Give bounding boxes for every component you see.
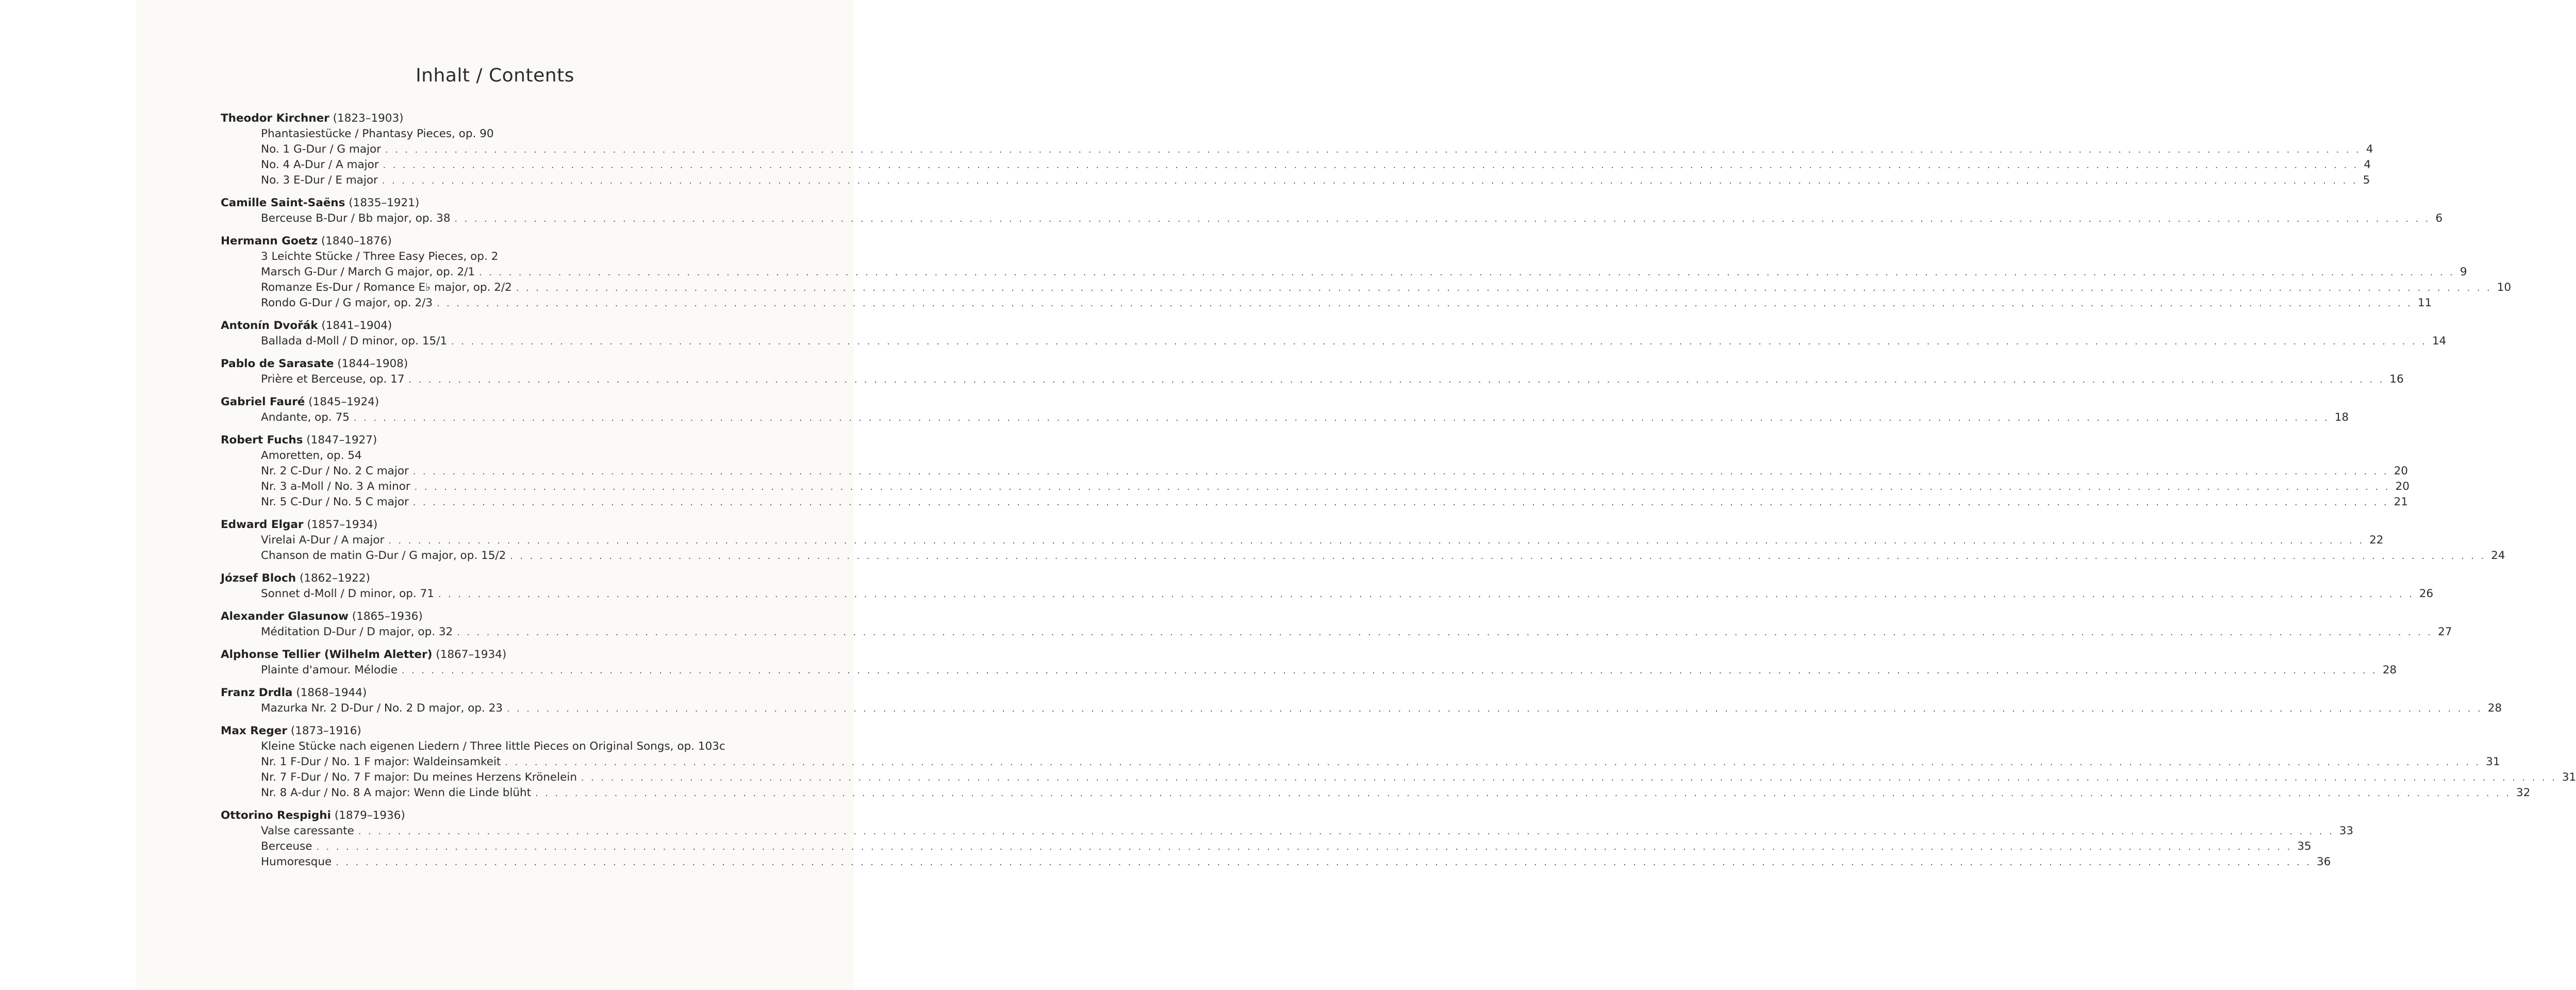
composer-name: Camille Saint-Saëns — [221, 196, 345, 209]
dot-leader: . . . . . . . . . . . . . . . . . . . . . . . . . . . . . . . . . . . . . . . . . . . . . . . . . . . . . . . . . . . . . . . . . . . . . . . . . . . . . . . . . . . . . . . . . . . . . . . . . . . . . . . . . . . . . . . . . . . . . . . . . . . . . . . . . . . . . . . . . . . . . . . . . . . . . . . . . . . . . . . . . . . . . . . . . . . . . . . . . . . . . . . . . . . . . . . . . . . . . . . . — [479, 268, 2455, 278]
dot-leader: . . . . . . . . . . . . . . . . . . . . . . . . . . . . . . . . . . . . . . . . . . . . . . . . . . . . . . . . . . . . . . . . . . . . . . . . . . . . . . . . . . . . . . . . . . . . . . . . . . . . . . . . . . . . . . . . . . . . . . . . . . . . . . . . . . . . . . . . . . . . . . . . . . . . . . . . . . . . . . . . . . . . . . . . . . . . . . . . . . . . . . . . . . . . . . . . . . . . . . . . — [385, 145, 2361, 155]
composer-name: Franz Drdla — [221, 686, 293, 699]
page-sheet — [136, 0, 2576, 990]
composer-section — [221, 433, 2410, 510]
composer-dates: (1879–1936) — [334, 809, 405, 822]
toc-entry — [261, 754, 2500, 770]
composer-dates: (1867–1934) — [436, 648, 507, 661]
page-number: 4 — [2364, 158, 2371, 171]
toc-entry — [261, 823, 2354, 839]
toc-entry — [261, 334, 2447, 349]
page-number: 11 — [2417, 296, 2432, 309]
composer-name: Pablo de Sarasate — [221, 357, 334, 370]
page-number: 24 — [2491, 549, 2505, 562]
composer-line — [221, 685, 895, 701]
page-number: 27 — [2438, 625, 2452, 638]
page-number: 4 — [2366, 143, 2373, 156]
toc-entry — [261, 839, 2311, 854]
composer-line — [221, 517, 895, 533]
composer-section — [221, 517, 2505, 564]
dot-leader: . . . . . . . . . . . . . . . . . . . . . . . . . . . . . . . . . . . . . . . . . . . . . . . . . . . . . . . . . . . . . . . . . . . . . . . . . . . . . . . . . . . . . . . . . . . . . . . . . . . . . . . . . . . . . . . . . . . . . . . . . . . . . . . . . . . . . . . . . . . . . . . . . . . . . . . . . . . . . . . . . . . . . . . . . . . . . . . . . . . . . . . . . . . . . . . . . . . . . . . . — [535, 788, 2512, 799]
composer-section — [221, 808, 2354, 870]
composer-dates: (1865–1936) — [352, 610, 423, 623]
composer-name: József Bloch — [221, 572, 296, 585]
composer-dates: (1847–1927) — [306, 434, 377, 447]
composer-dates: (1845–1924) — [308, 395, 379, 408]
page-number: 22 — [2369, 534, 2384, 547]
work-title: Mazurka Nr. 2 D-Dur / No. 2 D major, op. 23 — [261, 702, 503, 715]
composer-dates: (1840–1876) — [321, 235, 392, 248]
dot-leader: . . . . . . . . . . . . . . . . . . . . . . . . . . . . . . . . . . . . . . . . . . . . . . . . . . . . . . . . . . . . . . . . . . . . . . . . . . . . . . . . . . . . . . . . . . . . . . . . . . . . . . . . . . . . . . . . . . . . . . . . . . . . . . . . . . . . . . . . . . . . . . . . . . . . . . . . . . . . . . . . . . . . . . . . . . . . . . . . . . . . . . . . . . . . . . . . . . . . . . . . — [401, 666, 2377, 676]
toc-entry — [261, 464, 2408, 479]
composer-line — [221, 433, 895, 448]
toc-entry — [261, 586, 2434, 602]
composer-section — [221, 723, 2576, 801]
composer-name: Alphonse Tellier (Wilhelm Aletter) — [221, 648, 433, 661]
page-number: 32 — [2516, 786, 2531, 799]
work-title: No. 3 E-Dur / E major — [261, 174, 378, 187]
dot-leader: . . . . . . . . . . . . . . . . . . . . . . . . . . . . . . . . . . . . . . . . . . . . . . . . . . . . . . . . . . . . . . . . . . . . . . . . . . . . . . . . . . . . . . . . . . . . . . . . . . . . . . . . . . . . . . . . . . . . . . . . . . . . . . . . . . . . . . . . . . . . . . . . . . . . . . . . . . . . . . . . . . . . . . . . . . . . . . . . . . . . . . . . . . . . . . . . . . . . . . . . — [505, 757, 2481, 768]
composer-name: Robert Fuchs — [221, 434, 303, 447]
page-number: 28 — [2382, 664, 2397, 676]
page-number: 20 — [2395, 480, 2410, 493]
dot-leader: . . . . . . . . . . . . . . . . . . . . . . . . . . . . . . . . . . . . . . . . . . . . . . . . . . . . . . . . . . . . . . . . . . . . . . . . . . . . . . . . . . . . . . . . . . . . . . . . . . . . . . . . . . . . . . . . . . . . . . . . . . . . . . . . . . . . . . . . . . . . . . . . . . . . . . . . . . . . . . . . . . . . . . . . . . . . . . . . . . . . . . . . . . . . . . . . . . . . . . . . — [510, 551, 2486, 562]
composer-dates: (1862–1922) — [299, 572, 370, 585]
table-of-contents — [221, 111, 2576, 877]
page-number: 35 — [2297, 840, 2311, 853]
composer-section — [221, 234, 2512, 311]
dot-leader: . . . . . . . . . . . . . . . . . . . . . . . . . . . . . . . . . . . . . . . . . . . . . . . . . . . . . . . . . . . . . . . . . . . . . . . . . . . . . . . . . . . . . . . . . . . . . . . . . . . . . . . . . . . . . . . . . . . . . . . . . . . . . . . . . . . . . . . . . . . . . . . . . . . . . . . . . . . . . . . . . . . . . . . . . . . . . . . . . . . . . . . . . . . . . . . . . . . . . . . . — [388, 536, 2365, 546]
work-title: Berceuse B-Dur / Bb major, op. 38 — [261, 212, 451, 225]
collection-subheading: Kleine Stücke nach eigenen Liedern / Three little Pieces on Original Songs, op. 103c — [261, 740, 725, 753]
composer-section — [221, 571, 2434, 602]
page-number: 31 — [2562, 771, 2576, 784]
composer-section — [221, 609, 2452, 640]
composer-line — [221, 808, 895, 823]
work-title: Virelai A-Dur / A major — [261, 534, 385, 547]
work-title: Berceuse — [261, 840, 312, 853]
dot-leader: . . . . . . . . . . . . . . . . . . . . . . . . . . . . . . . . . . . . . . . . . . . . . . . . . . . . . . . . . . . . . . . . . . . . . . . . . . . . . . . . . . . . . . . . . . . . . . . . . . . . . . . . . . . . . . . . . . . . . . . . . . . . . . . . . . . . . . . . . . . . . . . . . . . . . . . . . . . . . . . . . . . . . . . . . . . . . . . . . . . . . . . . . . . . . . . . . . . . . . . . — [412, 467, 2389, 477]
page-number: 31 — [2486, 755, 2500, 768]
toc-entry — [261, 211, 2443, 226]
toc-entry — [261, 372, 2404, 387]
work-title: No. 1 G-Dur / G major — [261, 143, 381, 156]
page-number: 18 — [2334, 411, 2349, 424]
dot-leader: . . . . . . . . . . . . . . . . . . . . . . . . . . . . . . . . . . . . . . . . . . . . . . . . . . . . . . . . . . . . . . . . . . . . . . . . . . . . . . . . . . . . . . . . . . . . . . . . . . . . . . . . . . . . . . . . . . . . . . . . . . . . . . . . . . . . . . . . . . . . . . . . . . . . . . . . . . . . . . . . . . . . . . . . . . . . . . . . . . . . . . . . . . . . . . . . . . . . . . . . — [437, 299, 2413, 309]
composer-section — [221, 394, 2349, 425]
composer-dates: (1873–1916) — [290, 724, 361, 737]
page-number: 6 — [2435, 212, 2443, 225]
collection-subheading: Amoretten, op. 54 — [261, 449, 362, 462]
dot-leader: . . . . . . . . . . . . . . . . . . . . . . . . . . . . . . . . . . . . . . . . . . . . . . . . . . . . . . . . . . . . . . . . . . . . . . . . . . . . . . . . . . . . . . . . . . . . . . . . . . . . . . . . . . . . . . . . . . . . . . . . . . . . . . . . . . . . . . . . . . . . . . . . . . . . . . . . . . . . . . . . . . . . . . . . . . . . . . . . . . . . . . . . . . . . . . . . . . . . . . . . — [438, 589, 2414, 600]
work-title: Ballada d-Moll / D minor, op. 15/1 — [261, 335, 448, 348]
page-number: 26 — [2419, 587, 2434, 600]
composer-name: Alexander Glasunow — [221, 610, 349, 623]
composer-line — [221, 195, 895, 211]
composer-dates: (1868–1944) — [296, 686, 367, 699]
composer-line — [221, 111, 895, 126]
work-title: Nr. 8 A-dur / No. 8 A major: Wenn die Linde blüht — [261, 786, 532, 799]
composer-section — [221, 685, 2502, 716]
composer-line — [221, 318, 895, 334]
composer-line — [221, 609, 895, 624]
work-title: Rondo G-Dur / G major, op. 2/3 — [261, 296, 433, 309]
toc-entry — [261, 295, 2432, 311]
page-number: 10 — [2497, 281, 2512, 294]
composer-name: Ottorino Respighi — [221, 809, 331, 822]
page-number: 16 — [2389, 373, 2404, 386]
toc-entry — [261, 410, 2349, 425]
toc-entry — [261, 701, 2502, 716]
toc-entry — [261, 494, 2408, 510]
work-title: No. 4 A-Dur / A major — [261, 158, 379, 171]
work-title: Nr. 7 F-Dur / No. 7 F major: Du meines Herzens Krönelein — [261, 771, 577, 784]
composer-dates: (1835–1921) — [349, 196, 420, 209]
composer-name: Hermann Goetz — [221, 235, 318, 248]
dot-leader: . . . . . . . . . . . . . . . . . . . . . . . . . . . . . . . . . . . . . . . . . . . . . . . . . . . . . . . . . . . . . . . . . . . . . . . . . . . . . . . . . . . . . . . . . . . . . . . . . . . . . . . . . . . . . . . . . . . . . . . . . . . . . . . . . . . . . . . . . . . . . . . . . . . . . . . . . . . . . . . . . . . . . . . . . . . . . . . . . . . . . . . . . . . . . . . . . . . . . . . . — [457, 628, 2433, 638]
dot-leader: . . . . . . . . . . . . . . . . . . . . . . . . . . . . . . . . . . . . . . . . . . . . . . . . . . . . . . . . . . . . . . . . . . . . . . . . . . . . . . . . . . . . . . . . . . . . . . . . . . . . . . . . . . . . . . . . . . . . . . . . . . . . . . . . . . . . . . . . . . . . . . . . . . . . . . . . . . . . . . . . . . . . . . . . . . . . . . . . . . . . . . . . . . . . . . . . . . . . . . . . — [414, 482, 2390, 492]
work-title: Sonnet d-Moll / D minor, op. 71 — [261, 587, 434, 600]
toc-entry — [261, 624, 2452, 640]
work-title: Nr. 2 C-Dur / No. 2 C major — [261, 465, 409, 477]
toc-entry — [261, 854, 2331, 870]
page-number: 36 — [2317, 855, 2331, 868]
toc-entry — [261, 280, 2512, 295]
toc-entry — [261, 663, 2397, 678]
dot-leader: . . . . . . . . . . . . . . . . . . . . . . . . . . . . . . . . . . . . . . . . . . . . . . . . . . . . . . . . . . . . . . . . . . . . . . . . . . . . . . . . . . . . . . . . . . . . . . . . . . . . . . . . . . . . . . . . . . . . . . . . . . . . . . . . . . . . . . . . . . . . . . . . . . . . . . . . . . . . . . . . . . . . . . . . . . . . . . . . . . . . . . . . . . . . . . . . . . . . . . . . — [506, 704, 2483, 714]
composer-line — [221, 571, 895, 586]
dot-leader: . . . . . . . . . . . . . . . . . . . . . . . . . . . . . . . . . . . . . . . . . . . . . . . . . . . . . . . . . . . . . . . . . . . . . . . . . . . . . . . . . . . . . . . . . . . . . . . . . . . . . . . . . . . . . . . . . . . . . . . . . . . . . . . . . . . . . . . . . . . . . . . . . . . . . . . . . . . . . . . . . . . . . . . . . . . . . . . . . . . . . . . . . . . . . . . . . . . . . . . . — [316, 842, 2292, 852]
composer-name: Theodor Kirchner — [221, 112, 329, 125]
toc-entry — [261, 479, 2410, 494]
work-title: Valse caressante — [261, 824, 354, 837]
dot-leader: . . . . . . . . . . . . . . . . . . . . . . . . . . . . . . . . . . . . . . . . . . . . . . . . . . . . . . . . . . . . . . . . . . . . . . . . . . . . . . . . . . . . . . . . . . . . . . . . . . . . . . . . . . . . . . . . . . . . . . . . . . . . . . . . . . . . . . . . . . . . . . . . . . . . . . . . . . . . . . . . . . . . . . . . . . . . . . . . . . . . . . . . . . . . . . . . . . . . . . . . — [408, 375, 2385, 385]
dot-leader: . . . . . . . . . . . . . . . . . . . . . . . . . . . . . . . . . . . . . . . . . . . . . . . . . . . . . . . . . . . . . . . . . . . . . . . . . . . . . . . . . . . . . . . . . . . . . . . . . . . . . . . . . . . . . . . . . . . . . . . . . . . . . . . . . . . . . . . . . . . . . . . . . . . . . . . . . . . . . . . . . . . . . . . . . . . . . . . . . . . . . . . . . . . . . . . . . . . . . . . . — [454, 214, 2431, 224]
page-number: 33 — [2339, 824, 2354, 837]
composer-section — [221, 647, 2397, 678]
work-title: Nr. 1 F-Dur / No. 1 F major: Waldeinsamkeit — [261, 755, 501, 768]
work-title: Plainte d'amour. Mélodie — [261, 664, 398, 676]
dot-leader: . . . . . . . . . . . . . . . . . . . . . . . . . . . . . . . . . . . . . . . . . . . . . . . . . . . . . . . . . . . . . . . . . . . . . . . . . . . . . . . . . . . . . . . . . . . . . . . . . . . . . . . . . . . . . . . . . . . . . . . . . . . . . . . . . . . . . . . . . . . . . . . . . . . . . . . . . . . . . . . . . . . . . . . . . . . . . . . . . . . . . . . . . . . . . . . . . . . . . . . . — [382, 176, 2358, 186]
work-title: Marsch G-Dur / March G major, op. 2/1 — [261, 266, 475, 278]
composer-section — [221, 318, 2447, 349]
page-number: 5 — [2363, 174, 2370, 187]
work-title: Nr. 5 C-Dur / No. 5 C major — [261, 496, 409, 508]
composer-line — [221, 356, 895, 372]
toc-entry — [261, 533, 2384, 548]
composer-line — [221, 647, 895, 663]
composer-dates: (1844–1908) — [337, 357, 408, 370]
composer-line — [221, 723, 895, 739]
composer-section — [221, 195, 2443, 226]
dot-leader: . . . . . . . . . . . . . . . . . . . . . . . . . . . . . . . . . . . . . . . . . . . . . . . . . . . . . . . . . . . . . . . . . . . . . . . . . . . . . . . . . . . . . . . . . . . . . . . . . . . . . . . . . . . . . . . . . . . . . . . . . . . . . . . . . . . . . . . . . . . . . . . . . . . . . . . . . . . . . . . . . . . . . . . . . . . . . . . . . . . . . . . . . . . . . . . . . . . . . . . . — [451, 337, 2427, 347]
toc-entry — [261, 785, 2531, 801]
work-title: Nr. 3 a-Moll / No. 3 A minor — [261, 480, 410, 493]
composer-dates: (1841–1904) — [321, 319, 392, 332]
collection-subheading: Phantasiestücke / Phantasy Pieces, op. 90 — [261, 127, 494, 140]
toc-entry — [261, 142, 2373, 157]
collection-subheading: 3 Leichte Stücke / Three Easy Pieces, op. 2 — [261, 250, 499, 263]
composer-line — [221, 234, 895, 249]
composer-dates: (1857–1934) — [307, 518, 378, 531]
dot-leader: . . . . . . . . . . . . . . . . . . . . . . . . . . . . . . . . . . . . . . . . . . . . . . . . . . . . . . . . . . . . . . . . . . . . . . . . . . . . . . . . . . . . . . . . . . . . . . . . . . . . . . . . . . . . . . . . . . . . . . . . . . . . . . . . . . . . . . . . . . . . . . . . . . . . . . . . . . . . . . . . . . . . . . . . . . . . . . . . . . . . . . . . . . . . . . . . . . . . . . . . — [353, 413, 2330, 423]
composer-dates: (1823–1903) — [333, 112, 404, 125]
composer-name: Max Reger — [221, 724, 287, 737]
work-title: Andante, op. 75 — [261, 411, 350, 424]
dot-leader: . . . . . . . . . . . . . . . . . . . . . . . . . . . . . . . . . . . . . . . . . . . . . . . . . . . . . . . . . . . . . . . . . . . . . . . . . . . . . . . . . . . . . . . . . . . . . . . . . . . . . . . . . . . . . . . . . . . . . . . . . . . . . . . . . . . . . . . . . . . . . . . . . . . . . . . . . . . . . . . . . . . . . . . . . . . . . . . . . . . . . . . . . . . . . . . . . . . . . . . . — [383, 160, 2359, 171]
page-number: 9 — [2460, 266, 2467, 278]
composer-name: Gabriel Fauré — [221, 395, 305, 408]
page-number: 28 — [2487, 702, 2502, 715]
dot-leader: . . . . . . . . . . . . . . . . . . . . . . . . . . . . . . . . . . . . . . . . . . . . . . . . . . . . . . . . . . . . . . . . . . . . . . . . . . . . . . . . . . . . . . . . . . . . . . . . . . . . . . . . . . . . . . . . . . . . . . . . . . . . . . . . . . . . . . . . . . . . . . . . . . . . . . . . . . . . . . . . . . . . . . . . . . . . . . . . . . . . . . . . . . . . . . . . . . . . . . . . — [358, 827, 2334, 837]
dot-leader: . . . . . . . . . . . . . . . . . . . . . . . . . . . . . . . . . . . . . . . . . . . . . . . . . . . . . . . . . . . . . . . . . . . . . . . . . . . . . . . . . . . . . . . . . . . . . . . . . . . . . . . . . . . . . . . . . . . . . . . . . . . . . . . . . . . . . . . . . . . . . . . . . . . . . . . . . . . . . . . . . . . . . . . . . . . . . . . . . . . . . . . . . . . . . . . . . . . . . . . . — [336, 857, 2312, 868]
page-number: 20 — [2393, 465, 2408, 477]
toc-entry — [261, 157, 2371, 173]
work-title: Chanson de matin G-Dur / G major, op. 15/2 — [261, 549, 506, 562]
work-title: Romanze Es-Dur / Romance E♭ major, op. 2/2 — [261, 281, 512, 294]
page-title: Inhalt / Contents — [416, 65, 574, 86]
composer-name: Antonín Dvořák — [221, 319, 318, 332]
toc-entry — [261, 770, 2576, 785]
composer-name: Edward Elgar — [221, 518, 304, 531]
composer-section — [221, 111, 2373, 188]
page-number: 14 — [2432, 335, 2447, 348]
work-title: Méditation D-Dur / D major, op. 32 — [261, 625, 453, 638]
dot-leader: . . . . . . . . . . . . . . . . . . . . . . . . . . . . . . . . . . . . . . . . . . . . . . . . . . . . . . . . . . . . . . . . . . . . . . . . . . . . . . . . . . . . . . . . . . . . . . . . . . . . . . . . . . . . . . . . . . . . . . . . . . . . . . . . . . . . . . . . . . . . . . . . . . . . . . . . . . . . . . . . . . . . . . . . . . . . . . . . . . . . . . . . . . . . . . . . . . . . . . . . — [412, 498, 2389, 508]
page-number: 21 — [2393, 496, 2408, 508]
toc-entry — [261, 265, 2467, 280]
toc-entry — [261, 173, 2370, 188]
work-title: Humoresque — [261, 855, 332, 868]
dot-leader: . . . . . . . . . . . . . . . . . . . . . . . . . . . . . . . . . . . . . . . . . . . . . . . . . . . . . . . . . . . . . . . . . . . . . . . . . . . . . . . . . . . . . . . . . . . . . . . . . . . . . . . . . . . . . . . . . . . . . . . . . . . . . . . . . . . . . . . . . . . . . . . . . . . . . . . . . . . . . . . . . . . . . . . . . . . . . . . . . . . . . . . . . . . . . . . . . . . . . . . . — [516, 283, 2492, 293]
work-title: Prière et Berceuse, op. 17 — [261, 373, 405, 386]
dot-leader: . . . . . . . . . . . . . . . . . . . . . . . . . . . . . . . . . . . . . . . . . . . . . . . . . . . . . . . . . . . . . . . . . . . . . . . . . . . . . . . . . . . . . . . . . . . . . . . . . . . . . . . . . . . . . . . . . . . . . . . . . . . . . . . . . . . . . . . . . . . . . . . . . . . . . . . . . . . . . . . . . . . . . . . . . . . . . . . . . . . . . . . . . . . . . . . . . . . . . . . . — [581, 773, 2557, 783]
composer-line — [221, 394, 895, 410]
composer-section — [221, 356, 2404, 387]
toc-entry — [261, 548, 2505, 564]
